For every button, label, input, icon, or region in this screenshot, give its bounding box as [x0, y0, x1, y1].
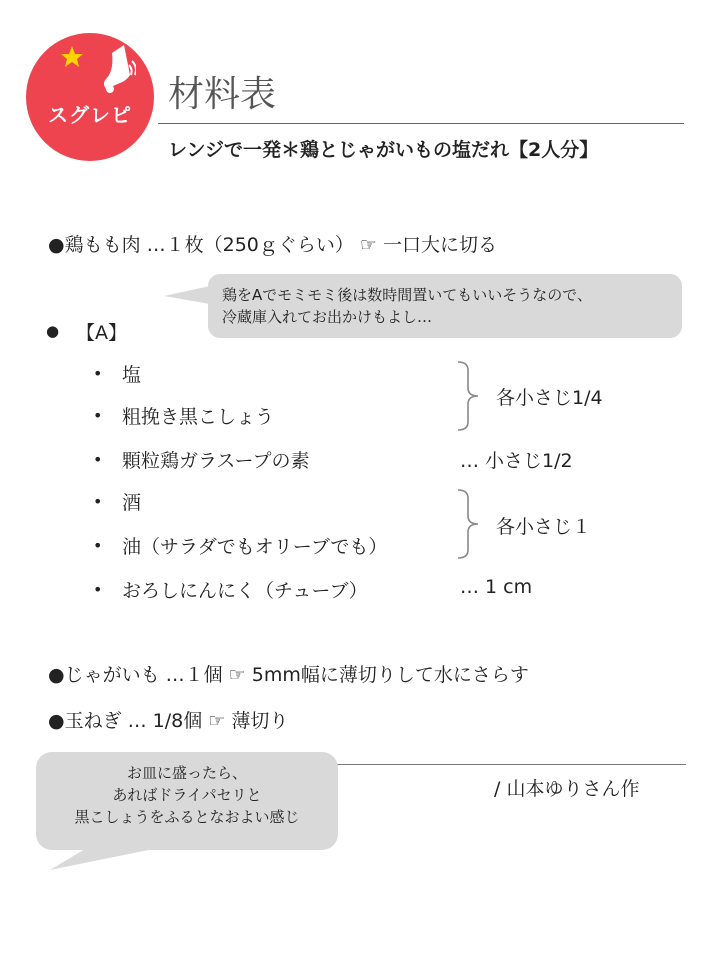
group-a-label: 【A】	[76, 322, 127, 344]
a-item-pepper: 粗挽き黒こしょう	[122, 406, 275, 428]
bell-icon	[96, 41, 136, 97]
group1-amount: 各小さじ1/4	[496, 387, 603, 409]
bullet: •	[93, 536, 103, 555]
a-item-oil: 油（サラダでもオリーブでも）	[122, 536, 388, 558]
tip-bubble-serving-tail	[50, 846, 170, 872]
credit-rule	[336, 764, 686, 765]
ingredient-potato: ●じゃがいも …１個 ☞ 5mm幅に薄切りして水にさらす	[48, 664, 529, 686]
bullet: •	[93, 406, 103, 425]
tip-bubble-marinate-line2: 冷蔵庫入れてお出かけもよし…	[222, 308, 433, 326]
garlic-amount: … 1 cm	[460, 576, 533, 598]
title-rule	[158, 123, 684, 124]
a-item-salt: 塩	[122, 364, 142, 386]
tip-bubble-serving-line2: あればドライパセリと	[112, 786, 262, 804]
star-icon	[60, 45, 84, 69]
credit: / 山本ゆりさん作	[494, 778, 640, 800]
a-item-chicken-soup: 顆粒鶏ガラスープの素	[122, 450, 310, 472]
recipe-title: レンジで一発＊鶏とじゃがいもの塩だれ【2人分】	[168, 139, 599, 161]
ingredient-chicken: ●鶏もも肉 …１枚（250ｇぐらい） ☞ 一口大に切る	[48, 234, 497, 256]
bullet-a: ●	[46, 322, 60, 340]
logo-text: スグレピ	[48, 103, 132, 127]
bullet: •	[93, 450, 103, 469]
brace-group2	[456, 488, 486, 560]
bullet: •	[93, 364, 103, 383]
tip-bubble-serving-line1: お皿に盛ったら、	[126, 764, 247, 782]
tip-bubble-serving	[36, 752, 338, 850]
tip-bubble-marinate-line1: 鶏をAでモミモミ後は数時間置いてもいいそうなので、	[222, 286, 592, 304]
page-title: 材料表	[168, 74, 277, 115]
bullet: •	[93, 492, 103, 511]
bullet: •	[93, 580, 103, 599]
ingredient-onion: ●玉ねぎ … 1/8個 ☞ 薄切り	[48, 710, 289, 732]
logo	[26, 33, 154, 161]
tip-bubble-marinate-tail	[164, 284, 212, 308]
chicken-soup-amount: … 小さじ1/2	[460, 450, 573, 472]
a-item-garlic: おろしにんにく（チューブ）	[122, 580, 368, 602]
brace-group1	[456, 360, 486, 432]
a-item-sake: 酒	[122, 492, 142, 514]
group2-amount: 各小さじ１	[496, 516, 592, 538]
tip-bubble-marinate	[208, 274, 682, 338]
tip-bubble-serving-line3: 黒こしょうをふるとなおよい感じ	[74, 808, 300, 826]
